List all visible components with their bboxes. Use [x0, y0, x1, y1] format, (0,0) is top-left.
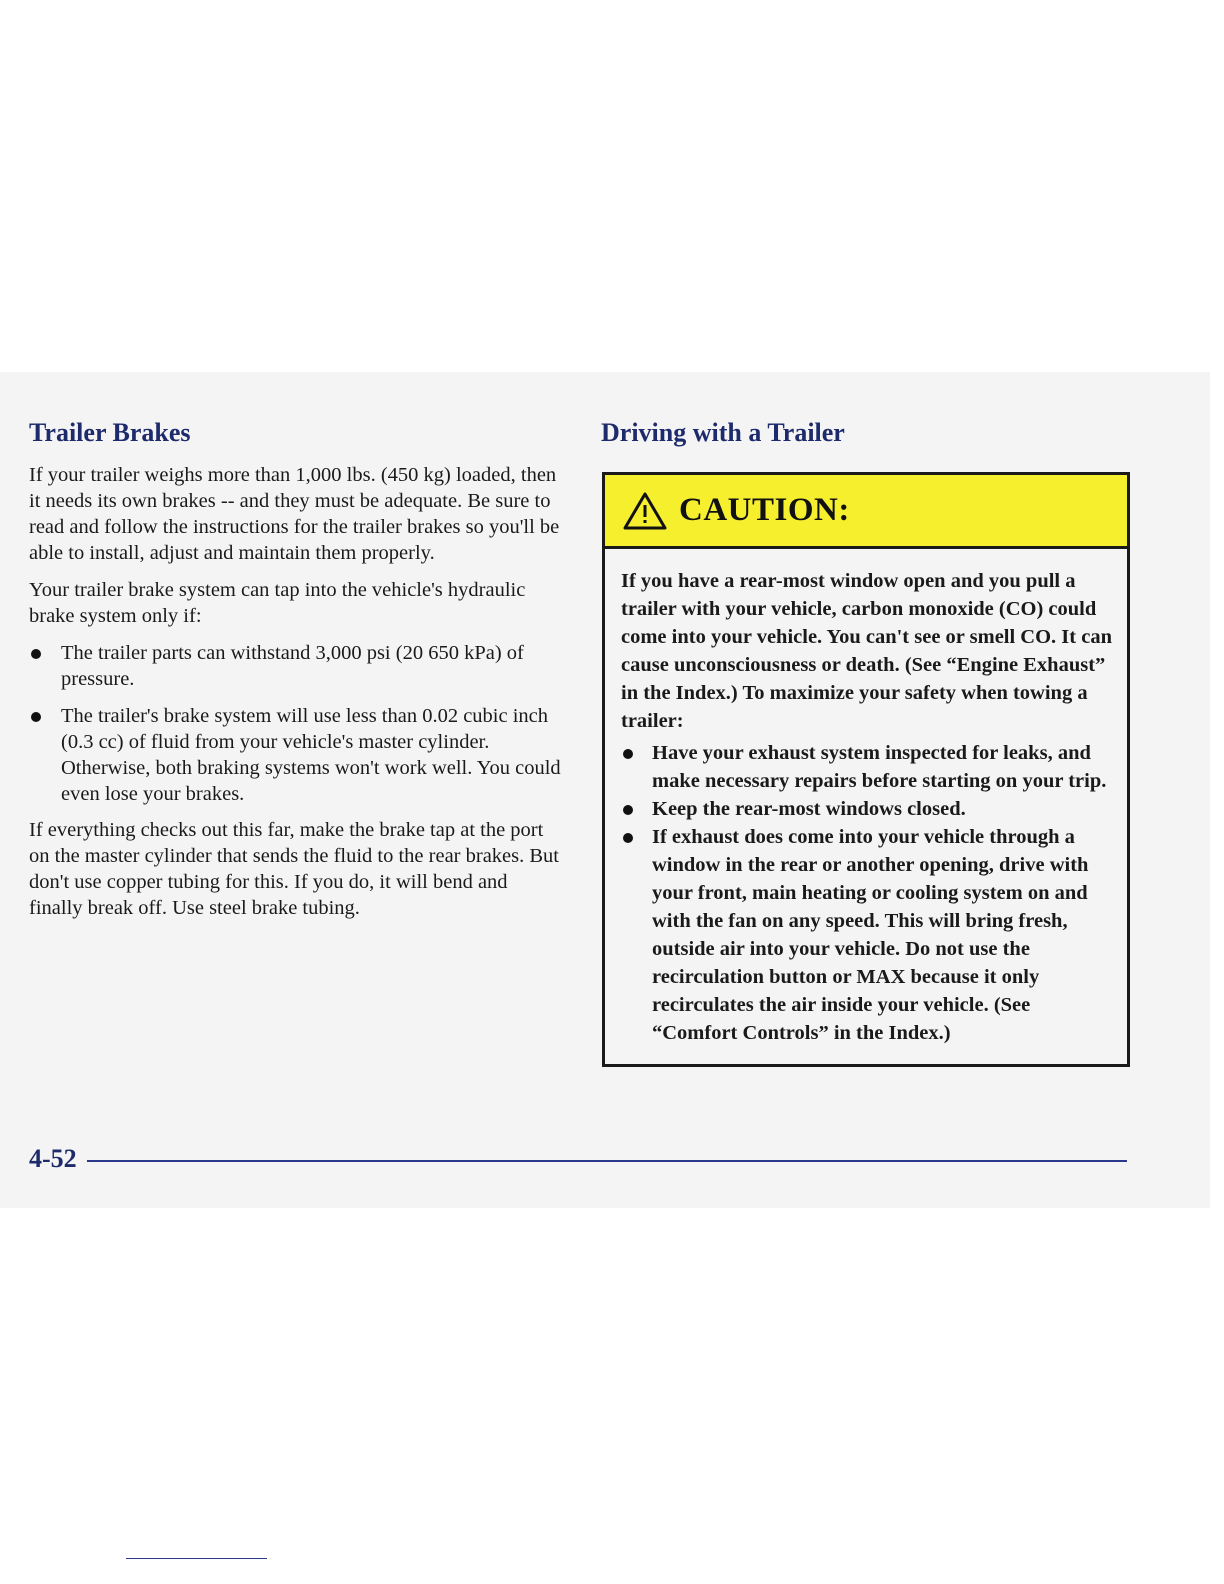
caution-body — [605, 549, 1127, 1064]
list-item — [29, 703, 564, 807]
footer-rule — [87, 1160, 1127, 1162]
brake-system-condition-paragraph: Your trailer brake system can tap into the vehicle's hydraulic brake system only if: — [29, 579, 526, 627]
bullet-icon — [31, 712, 41, 722]
list-item-text: The trailer's brake system will use less than 0.02 cubic inch (0.3 cc) of fluid from your vehicle's master cylinder. Otherwise, both braking systems won't work well. You could even lose your brakes. — [61, 705, 561, 805]
bullet-icon — [31, 649, 41, 659]
bottom-link-underline — [126, 1558, 267, 1559]
list-item — [621, 823, 1113, 1047]
bullet-icon — [623, 749, 633, 759]
page-number: 4-52 — [29, 1144, 77, 1173]
trailer-brakes-title: Trailer Brakes — [29, 418, 191, 447]
list-item — [621, 739, 1113, 795]
warning-triangle-icon — [623, 492, 667, 530]
caution-label: CAUTION: — [679, 492, 850, 528]
list-item-text: Keep the rear-most windows closed. — [652, 798, 966, 820]
driving-with-trailer-section — [602, 418, 1132, 1067]
list-item-text: Have your exhaust system inspected for leaks, and make necessary repairs before starting on your trip. — [652, 742, 1107, 792]
driving-with-trailer-title: Driving with a Trailer — [601, 418, 845, 447]
list-item — [29, 640, 564, 692]
list-item — [621, 795, 1113, 823]
caution-box — [602, 472, 1130, 1067]
caution-header — [605, 475, 1127, 549]
bullet-icon — [623, 805, 633, 815]
brake-requirements-list — [29, 640, 564, 807]
page-footer — [29, 1144, 1127, 1174]
trailer-brakes-section — [29, 418, 564, 921]
caution-list — [621, 739, 1113, 1047]
caution-intro-text: If you have a rear-most window open and you pull a trailer with your vehicle, carbon monoxide (CO) could come into your vehicle. You can't see or smell CO. It can cause unconsciousness or death. (See “Engine Exhaust” in the Index.) To maximize your safety when towing a trailer: — [621, 570, 1112, 732]
brake-tap-paragraph: If everything checks out this far, make the brake tap at the port on the master cylinder that sends the fluid to the rear brakes. But don't use copper tubing for this. If you do, it will bend and finally break off. Use steel brake tubing. — [29, 819, 559, 919]
bullet-icon — [623, 833, 633, 843]
list-item-text: If exhaust does come into your vehicle through a window in the rear or another opening, drive with your front, main heating or cooling system on and with the fan on any speed. This will bring fresh, outside air into your vehicle. Do not use the recirculation button or MAX because it only recirculates the air inside your vehicle. (See “Comfort Controls” in the Index.) — [652, 826, 1089, 1044]
list-item-text: The trailer parts can withstand 3,000 psi (20 650 kPa) of pressure. — [61, 642, 524, 690]
trailer-brakes-intro-paragraph: If your trailer weighs more than 1,000 lbs. (450 kg) loaded, then it needs its own brakes -- and they must be adequate. Be sure to read and follow the instructions for the trailer brakes so you'll be able to install, adjust and maintain them properly. — [29, 464, 560, 564]
